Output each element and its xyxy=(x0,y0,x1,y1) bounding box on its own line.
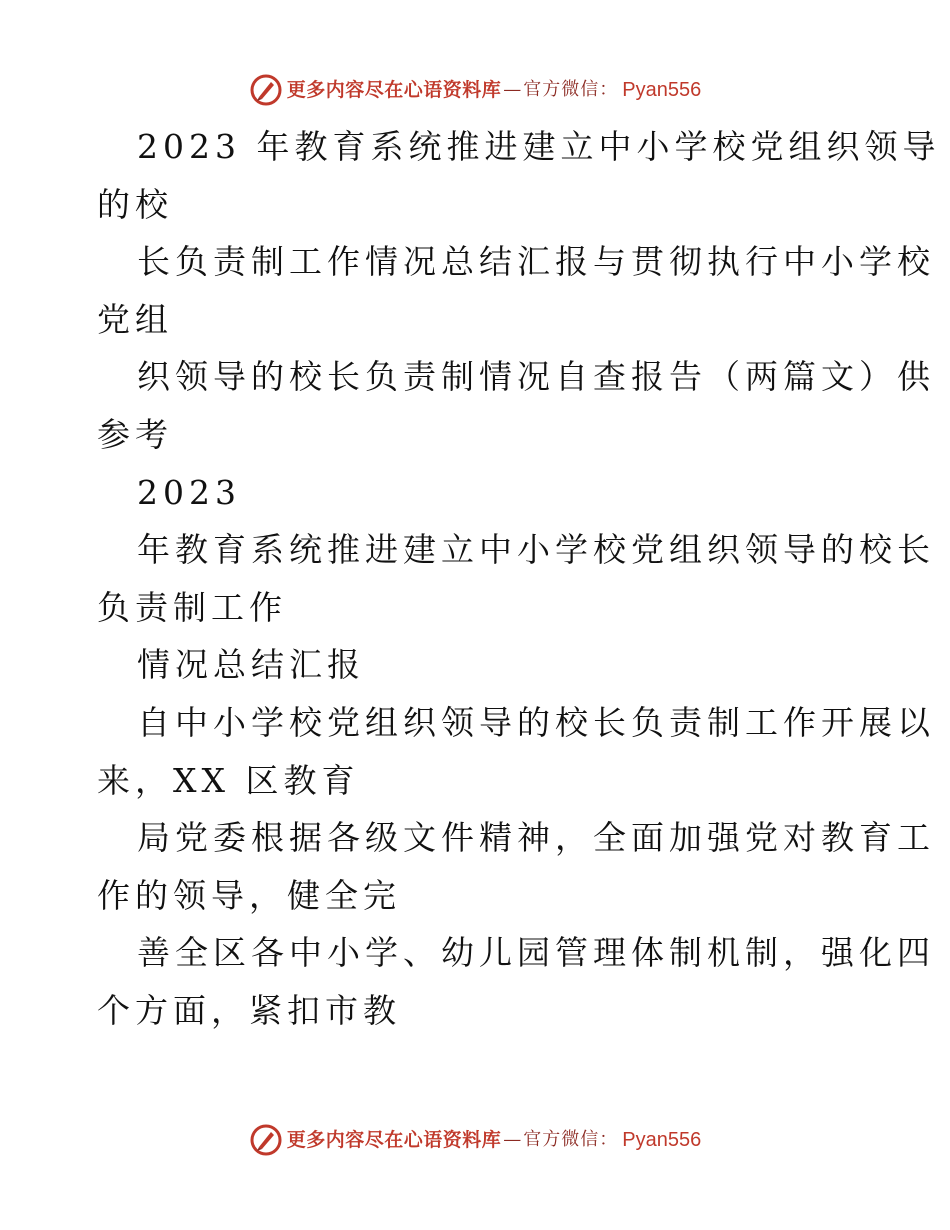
footer-official-label: 官方微信： xyxy=(523,1129,619,1150)
header-banner xyxy=(0,70,950,110)
text-line: 负责制工作 xyxy=(97,587,287,627)
text-line: 善全区各中小学、幼儿园管理体制机制，强化四 xyxy=(137,933,935,973)
document-body xyxy=(97,118,941,1040)
header-dash: — xyxy=(503,79,522,100)
footer-dash: — xyxy=(503,1129,522,1150)
header-site-name: 更多内容尽在心语资料库 xyxy=(286,78,502,101)
text-line: 来，XX 区教育 xyxy=(97,760,360,800)
text-line: 2023 年教育系统推进建立中小学校党组织领导 xyxy=(137,127,941,166)
pen-logo-icon xyxy=(249,1123,283,1157)
text-line: 的校 xyxy=(97,184,173,224)
text-line: 自中小学校党组织领导的校长负责制工作开展以 xyxy=(137,702,935,742)
text-line: 党组 xyxy=(97,299,173,339)
text-line: 长负责制工作情况总结汇报与贯彻执行中小学校 xyxy=(137,242,935,282)
header-account: Pyan556 xyxy=(622,79,702,101)
text-line: 局党委根据各级文件精神，全面加强党对教育工 xyxy=(137,818,935,858)
text-line: 年教育系统推进建立中小学校党组织领导的校长 xyxy=(137,530,935,570)
text-line: 2023 xyxy=(137,472,241,512)
header-official-label: 官方微信： xyxy=(523,79,619,100)
text-line: 织领导的校长负责制情况自查报告（两篇文）供 xyxy=(137,357,935,397)
footer-text xyxy=(287,1130,701,1150)
text-line: 参考 xyxy=(97,414,173,454)
text-line: 个方面，紧扣市教 xyxy=(97,990,401,1030)
footer-site-name: 更多内容尽在心语资料库 xyxy=(286,1128,502,1151)
footer-banner xyxy=(0,1120,950,1160)
header-text xyxy=(287,80,701,100)
text-line: 情况总结汇报 xyxy=(137,645,365,685)
pen-logo-icon xyxy=(249,73,283,107)
text-line: 作的领导，健全完 xyxy=(97,875,401,915)
footer-account: Pyan556 xyxy=(622,1129,702,1151)
